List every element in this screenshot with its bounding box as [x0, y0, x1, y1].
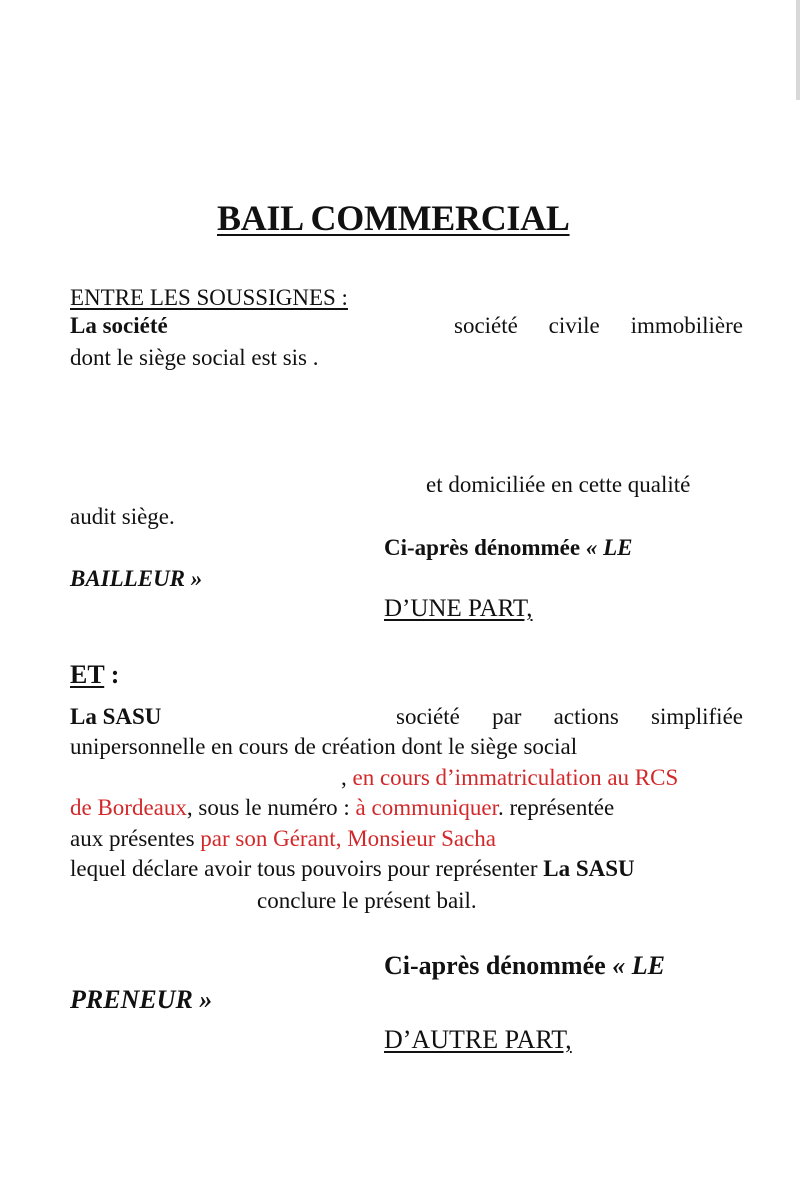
- lessee-named-as: Ci-après dénommée « LE: [384, 951, 665, 980]
- lessor-registered-office: dont le siège social est sis .: [70, 345, 319, 370]
- page-edge-scrollbar: [796, 0, 800, 100]
- lessee-line-6: lequel déclare avoir tous pouvoirs pour représenter La SASU: [70, 856, 635, 881]
- lessor-part: D’UNE PART,: [384, 595, 533, 622]
- lessor-company-type: société civile immobilière: [454, 313, 743, 338]
- lessee-company-label: La SASU: [70, 704, 162, 729]
- document-title: BAIL COMMERCIAL: [217, 198, 570, 238]
- parties-heading: ENTRE LES SOUSSIGNES :: [70, 285, 348, 310]
- lessee-line-4: de Bordeaux, sous le numéro : à communiquer. représentée: [70, 795, 615, 820]
- lessor-seat: audit siège.: [70, 504, 175, 529]
- lessor-company-label: La société: [70, 313, 168, 338]
- lessee-line-2: unipersonnelle en cours de création dont le siège social: [70, 734, 578, 759]
- lessor-named-as: Ci-après dénommée « LE: [384, 535, 633, 560]
- lessee-company-type: société par actions simplifiée: [396, 704, 743, 729]
- lessee-line-7: conclure le présent bail.: [257, 888, 477, 913]
- lessee-part: D’AUTRE PART,: [384, 1025, 572, 1054]
- lessor-domicile: et domiciliée en cette qualité: [426, 472, 691, 497]
- and-heading: ET :: [70, 660, 120, 689]
- lessor-role: BAILLEUR »: [70, 566, 203, 591]
- lessee-line-3: , en cours d’immatriculation au RCS: [341, 765, 679, 790]
- lessee-role: PRENEUR »: [70, 985, 213, 1014]
- lessee-line-5: aux présentes par son Gérant, Monsieur Sacha: [70, 826, 497, 851]
